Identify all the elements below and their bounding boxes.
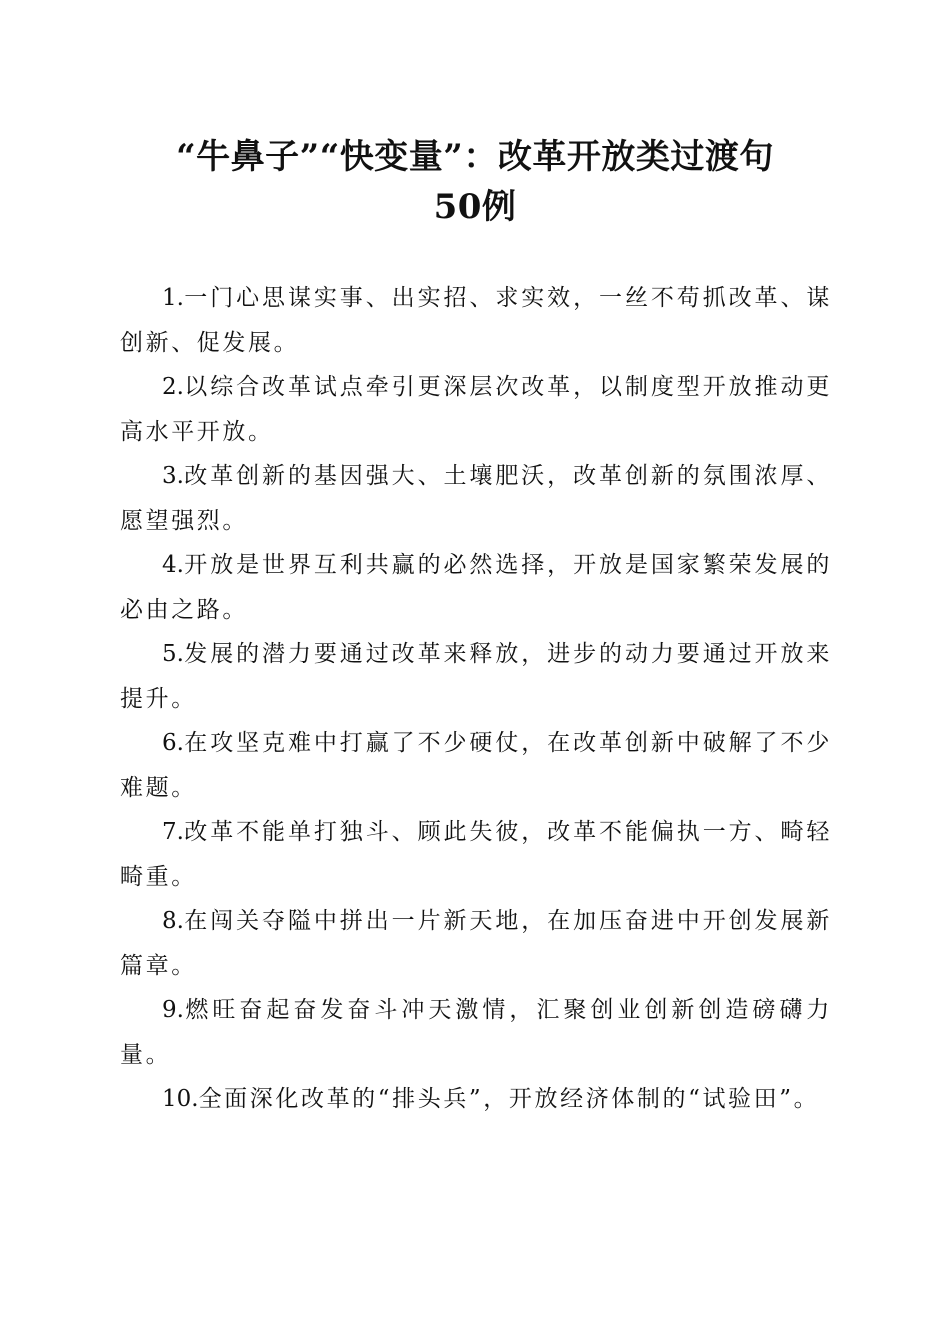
list-item — [120, 365, 832, 454]
item-text: 开放是世界互利共赢的必然选择，开放是国家繁荣发展的必由之路。 — [120, 552, 832, 623]
item-text: 改革创新的基因强大、土壤肥沃，改革创新的氛围浓厚、愿望强烈。 — [120, 463, 832, 534]
list-item — [120, 1077, 832, 1122]
list-item — [120, 988, 832, 1077]
item-number: 8. — [162, 908, 184, 934]
item-number: 3. — [162, 463, 184, 489]
list-item — [120, 721, 832, 810]
item-number: 7. — [162, 819, 184, 845]
item-text: 发展的潜力要通过改革来释放，进步的动力要通过开放来提升。 — [120, 641, 832, 712]
list-item — [120, 276, 832, 365]
item-number: 9. — [162, 997, 184, 1023]
item-text: 一门心思谋实事、出实招、求实效，一丝不苟抓改革、谋创新、促发展。 — [120, 285, 832, 356]
item-text: 全面深化改革的“排头兵”，开放经济体制的“试验田”。 — [198, 1086, 820, 1112]
item-number: 10. — [162, 1086, 199, 1112]
list-item — [120, 810, 832, 899]
item-text: 在攻坚克难中打赢了不少硬仗，在改革创新中破解了不少难题。 — [120, 730, 832, 801]
item-number: 4. — [162, 552, 184, 578]
item-number: 5. — [162, 641, 184, 667]
document-title — [120, 132, 830, 232]
item-text: 在闯关夺隘中拼出一片新天地，在加压奋进中开创发展新篇章。 — [120, 908, 832, 979]
title-line-1: “牛鼻子”“快变量”：改革开放类过渡句 — [176, 137, 774, 177]
item-number: 2. — [162, 374, 184, 400]
list-item — [120, 632, 832, 721]
item-text: 以综合改革试点牵引更深层次改革，以制度型开放推动更高水平开放。 — [120, 374, 832, 445]
list-item — [120, 543, 832, 632]
item-text: 燃旺奋起奋发奋斗冲天激情，汇聚创业创新创造磅礴力量。 — [120, 997, 832, 1068]
list-item — [120, 899, 832, 988]
item-number: 1. — [162, 285, 184, 311]
list-item — [120, 454, 832, 543]
title-line-2: 50例 — [433, 187, 517, 227]
document-body — [120, 276, 832, 1122]
item-number: 6. — [162, 730, 184, 756]
item-text: 改革不能单打独斗、顾此失彼，改革不能偏执一方、畸轻畸重。 — [120, 819, 832, 890]
